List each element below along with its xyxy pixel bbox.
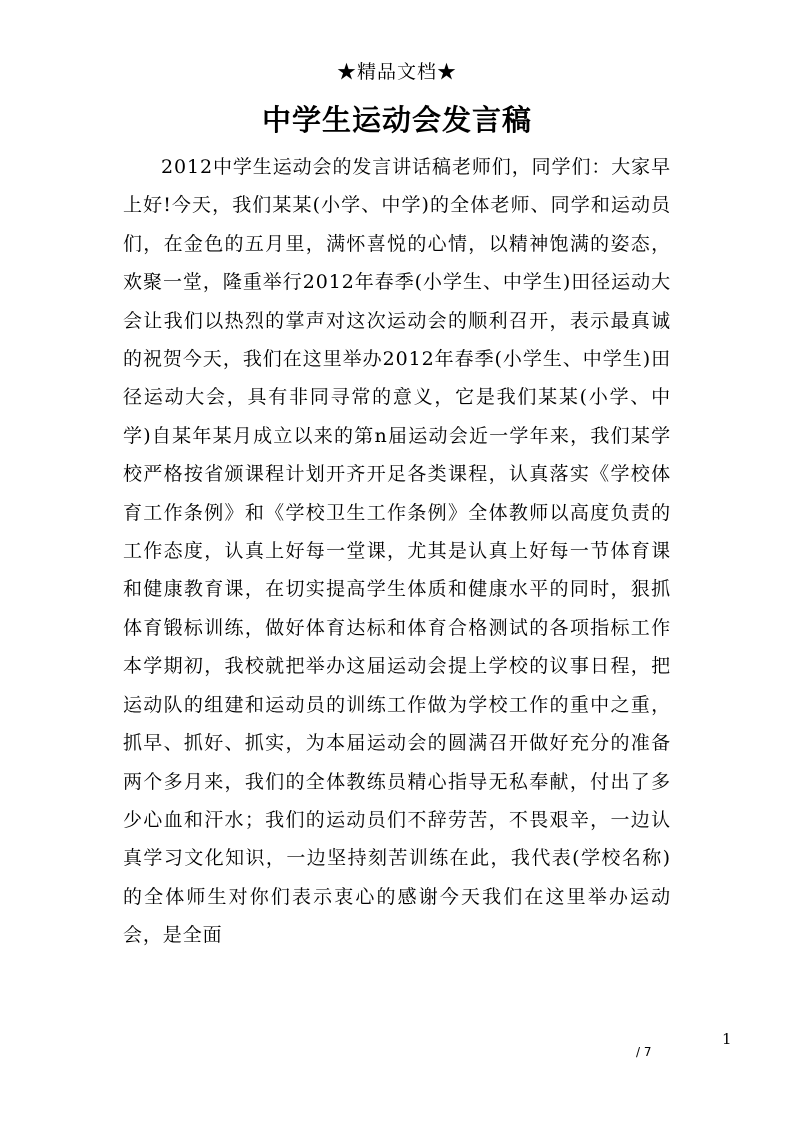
page-header-label: ★精品文档★ bbox=[336, 61, 457, 83]
page-number: 1 bbox=[722, 1030, 732, 1048]
document-title: 中学生运动会发言稿 bbox=[261, 103, 532, 137]
body-paragraph: 2012中学生运动会的发言讲话稿老师们，同学们：大家早上好!今天，我们某某(小学、中学)的全体老师、同学和运动员们，在金色的五月里，满怀喜悦的心情，以精神饱满的姿态，欢聚一堂，隆重举行2012年春季(小学生、中学生)田径运动大会让我们以热烈的掌声对这次运动会的顺利召开，表示最真诚的祝贺今天，我们在这里举办2012年春季(小学生、中学生)田径运动大会，具有非同寻常的意义，它是我们某某(小学、中学)自某年某月成立以来的第n届运动会近一学年来，我们某学校严格按省颁课程计划开齐开足各类课程，认真落实《学校体育工作条例》和《学校卫生工作条例》全体教师以高度负责的工作态度，认真上好每一堂课，尤其是认真上好每一节体育课和健康教育课，在切实提高学生体质和健康水平的同时，狠抓体育锻标训练，做好体育达标和体育合格测试的各项指标工作本学期初，我校就把举办这届运动会提上学校的议事日程，把运动队的组建和运动员的训练工作做为学校工作的重中之重，抓早、抓好、抓实，为本届运动会的圆满召开做好充分的准备两个多月来，我们的全体教练员精心指导无私奉献，付出了多少心血和汗水；我们的运动员们不辞劳苦，不畏艰辛，一边认真学习文化知识，一边坚持刻苦训练在此，我代表(学校名称)的全体师生对你们表示衷心的感谢今天我们在这里举办运动会，是全面 bbox=[123, 156, 671, 947]
page-total: / 7 bbox=[636, 1045, 652, 1059]
